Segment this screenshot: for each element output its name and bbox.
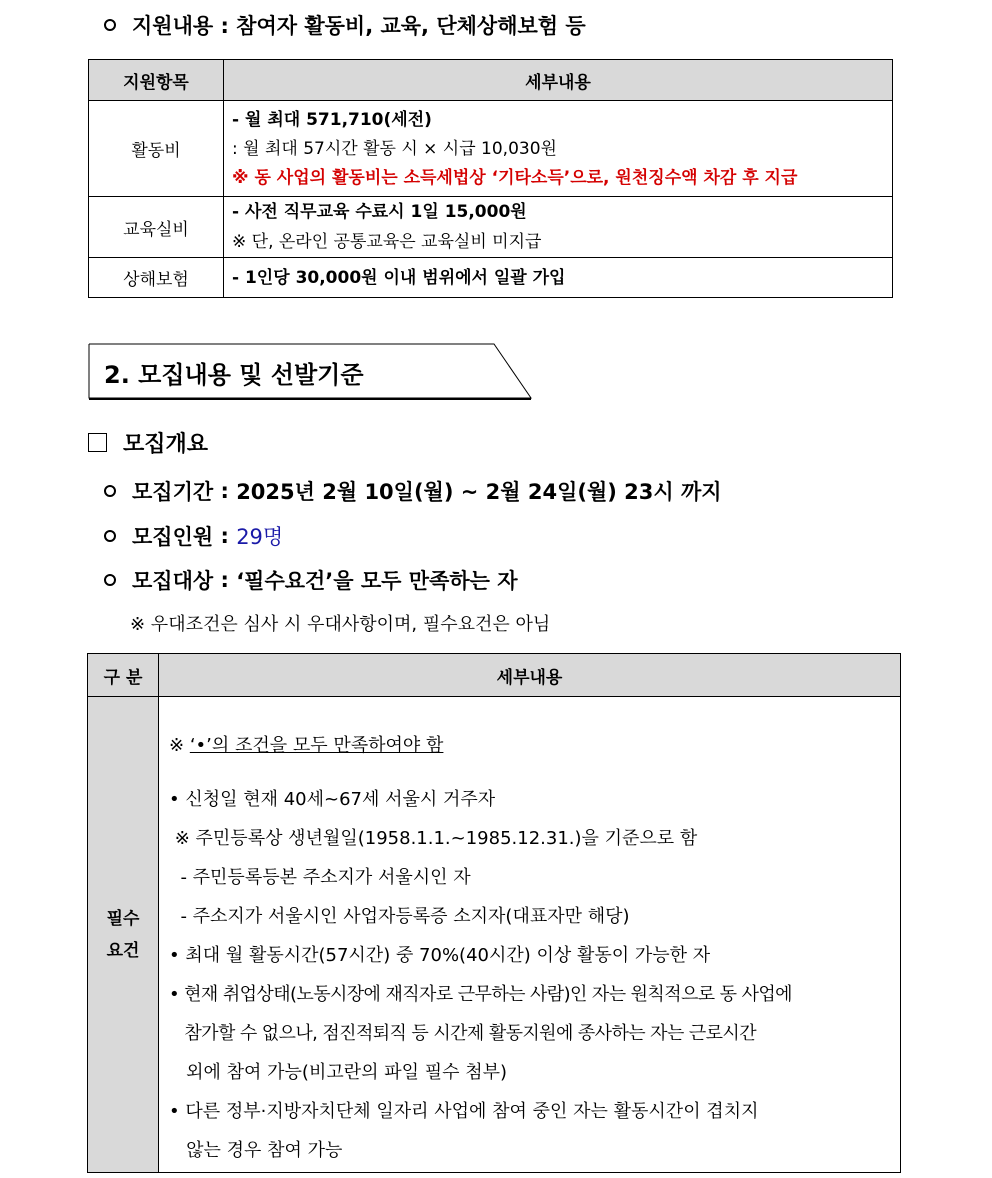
support-header-item: 지원항목 [89, 60, 224, 101]
req-header-detail: 세부내용 [159, 654, 901, 697]
period-value: 2025년 2월 10일(월) ~ 2월 24일(월) 23시 까지 [236, 480, 722, 504]
req-line: 참가할 수 없으나, 점진적퇴직 등 시간제 활동지원에 종사하는 자는 근로시간 [169, 1023, 757, 1044]
checkbox-square-icon [88, 433, 107, 452]
req-side-label [88, 697, 159, 1173]
req-line: ※ 주민등록상 생년월일(1958.1.1.~1985.12.31.)을 기준으로 함 [169, 828, 698, 849]
detail-line: - 월 최대 571,710(세전) [232, 109, 432, 130]
req-line: • 신청일 현재 40세~67세 서울시 거주자 [169, 789, 496, 810]
target-label: 모집대상 [132, 569, 214, 593]
period-label: 모집기간 [132, 480, 214, 504]
overview-period [104, 476, 722, 506]
req-side-label-1: 필수 [106, 908, 140, 929]
requirements-table [87, 653, 901, 1173]
detail-line: ※ 단, 온라인 공통교육은 교육실비 미지급 [232, 232, 542, 252]
support-title: 지원내용 : 참여자 활동비, 교육, 단체상해보험 등 [132, 14, 586, 38]
detail-line-warning: ※ 동 사업의 활동비는 소득세법상 ‘기타소득’으로, 원천징수액 차감 후 지급 [232, 167, 798, 188]
support-header-detail: 세부내용 [224, 60, 893, 101]
period-separator: : [213, 479, 237, 503]
req-header-category: 구 분 [88, 654, 159, 697]
req-line: • 다른 정부·지방자치단체 일자리 사업에 참여 중인 자는 활동시간이 겹치지 [169, 1101, 759, 1122]
count-value: 29명 [236, 525, 284, 549]
support-detail-insurance [224, 258, 893, 298]
req-detail-cell [159, 697, 901, 1173]
req-intro-underlined: ‘•’의 조건을 모두 만족하여야 함 [189, 735, 444, 756]
support-item-insurance: 상해보험 [89, 258, 224, 298]
detail-line: - 사전 직무교육 수료시 1일 15,000원 [232, 202, 527, 222]
req-intro [169, 731, 443, 757]
support-table [88, 59, 893, 298]
circle-bullet-icon [104, 19, 116, 31]
support-row-activity [89, 101, 893, 197]
count-separator: : [213, 524, 237, 548]
count-label: 모집인원 [132, 525, 214, 549]
overview-count [104, 521, 283, 551]
req-line: 않는 경우 참여 가능 [169, 1140, 343, 1161]
overview-note: ※ 우대조건은 심사 시 우대사항이며, 필수요건은 아님 [130, 614, 551, 635]
req-line: 외에 참여 가능(비고란의 파일 필수 첨부) [169, 1062, 508, 1083]
support-detail-education [224, 197, 893, 258]
req-side-label-2: 요건 [106, 940, 140, 961]
req-row-mandatory [88, 697, 901, 1173]
req-line: • 현재 취업상태(노동시장에 재직자로 근무하는 사람)인 자는 원칙적으로 동 사업에 [169, 984, 792, 1005]
support-heading [104, 10, 586, 40]
support-row-education [89, 197, 893, 258]
overview-target [104, 565, 518, 595]
detail-line: : 월 최대 57시간 활동 시 × 시급 10,030원 [232, 138, 557, 159]
target-value: ‘필수요건’을 모두 만족하는 자 [236, 569, 518, 593]
support-item-education: 교육실비 [89, 197, 224, 258]
overview-heading [88, 427, 208, 457]
req-line: • 최대 월 활동시간(57시간) 중 70%(40시간) 이상 활동이 가능한 자 [169, 945, 711, 966]
target-separator: : [213, 568, 237, 592]
overview-title: 모집개요 [123, 431, 209, 457]
req-intro-prefix: ※ [169, 735, 190, 756]
support-item-activity: 활동비 [89, 101, 224, 197]
req-line: - 주소지가 서울시인 사업자등록증 소지자(대표자만 해당) [169, 906, 630, 927]
circle-bullet-icon [104, 574, 116, 586]
req-line: - 주민등록등본 주소지가 서울시인 자 [169, 867, 471, 888]
support-row-insurance [89, 258, 893, 298]
detail-line: - 1인당 30,000원 이내 범위에서 일괄 가입 [232, 267, 566, 288]
circle-bullet-icon [104, 485, 116, 497]
section-title: 2. 모집내용 및 선발기준 [104, 361, 364, 389]
circle-bullet-icon [104, 530, 116, 542]
support-detail-activity [224, 101, 893, 197]
